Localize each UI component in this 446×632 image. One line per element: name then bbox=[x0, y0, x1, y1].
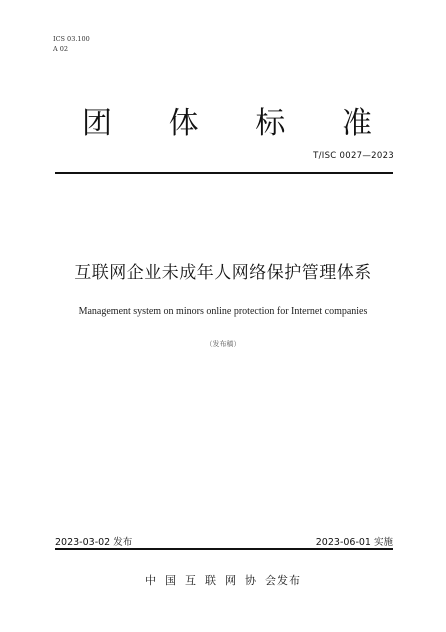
publisher-org: 中国互联网协 bbox=[145, 574, 265, 587]
chinese-title: 互联网企业未成年人网络保护管理体系 bbox=[74, 263, 372, 283]
publisher-suffix: 会发布 bbox=[265, 574, 301, 587]
standard-type-char: 团 bbox=[82, 106, 112, 141]
standard-type-char: 准 bbox=[341, 106, 372, 141]
english-title: Management system on minors online protection for Internet companies bbox=[78, 306, 368, 317]
draft-status: （发布稿） bbox=[205, 340, 241, 348]
issue-date: 2023-03-02 发布 bbox=[55, 537, 133, 548]
ccs-code: A 02 bbox=[53, 45, 69, 53]
standard-type-heading bbox=[82, 106, 372, 142]
top-divider bbox=[55, 172, 393, 174]
standard-type-char: 体 bbox=[168, 106, 199, 141]
standard-type-char: 标 bbox=[255, 106, 286, 141]
implementation-date: 2023-06-01 实施 bbox=[315, 537, 393, 548]
classification-codes bbox=[53, 34, 90, 54]
bottom-divider bbox=[55, 548, 393, 550]
ics-code: ICS 03.100 bbox=[53, 35, 90, 43]
publisher-line bbox=[0, 572, 446, 588]
standard-number: T/ISC 0027—2023 bbox=[313, 151, 394, 161]
